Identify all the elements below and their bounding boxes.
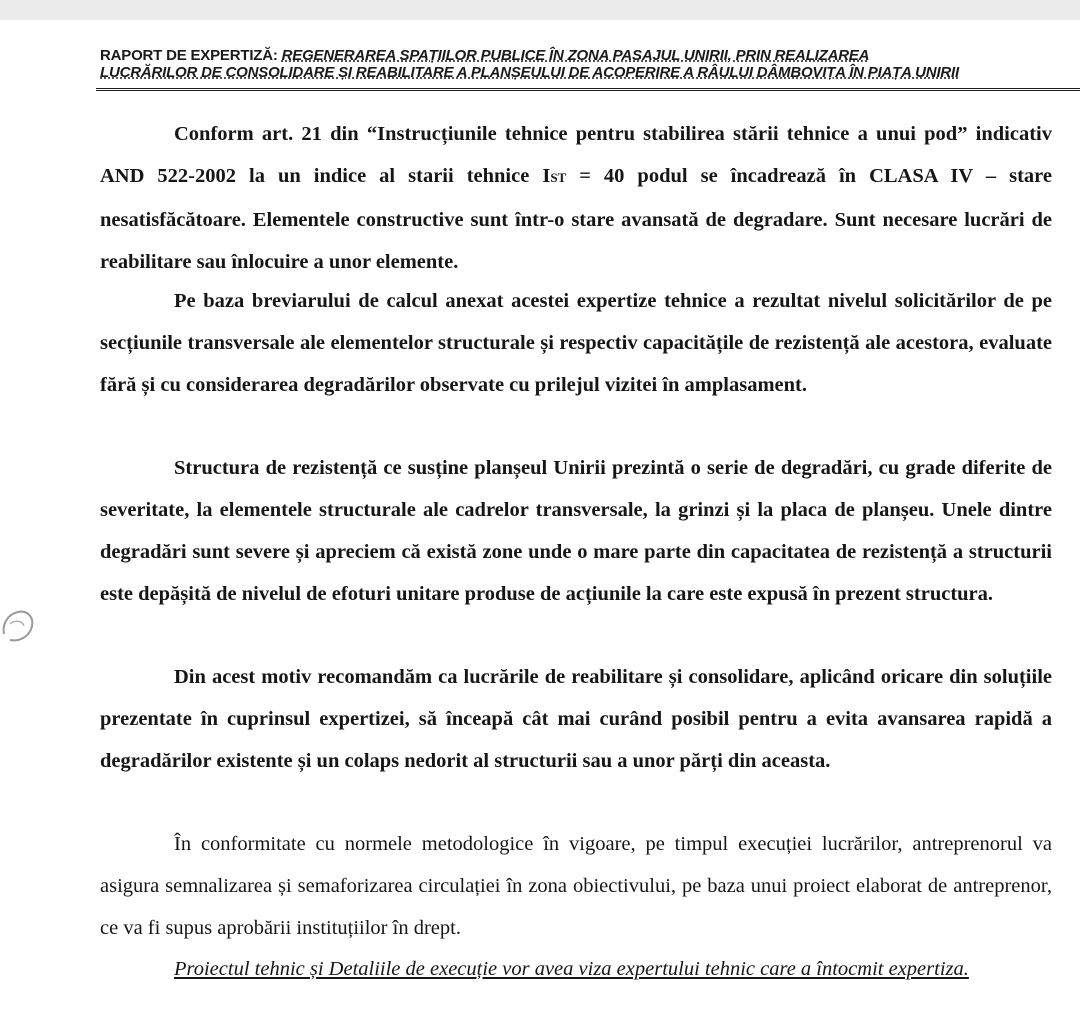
paragraph-6: [100, 948, 1052, 990]
paragraph-5-text: În conformitate cu normele metodologice în vigoare, pe timpul execuției lucrărilor, antreprenorul va asigura semnalizarea și semaforizarea circulației în zona obiectivului, pe baza unui proiect elaborat de antreprenor, ce va fi supus aprobării instituțiilor în drept.: [100, 833, 1052, 939]
paragraph-1-subscript: ST: [550, 170, 567, 185]
top-strip: [0, 0, 1080, 20]
paragraph-3: [100, 447, 1052, 615]
document-header: [100, 47, 1070, 81]
report-title-line-1: REGENERAREA SPAȚIILOR PUBLICE ÎN ZONA PASAJUL UNIRII, PRIN REALIZAREA: [281, 47, 870, 64]
paragraph-2-text: Pe baza breviarului de calcul anexat acestei expertize tehnice a rezultat nivelul solicitărilor de pe secțiunile transversale ale elementelor structurale și respectiv capacitățile de rezistență ale acestora, evaluate fără și cu considerarea degradărilor observate cu prilejul vizitei în amplasament.: [100, 290, 1052, 396]
header-rule: [96, 88, 1080, 91]
paragraph-4: [100, 656, 1052, 782]
report-label: RAPORT DE EXPERTIZĂ:: [100, 47, 278, 64]
paragraph-1-text-a: Conform art. 21 din “Instrucțiunile tehnice pentru stabilirea stării tehnice a unui pod” indicativ AND 522-2002 la un indice al starii tehnice I: [100, 123, 1052, 187]
paragraph-2: [100, 280, 1052, 406]
paragraph-5: [100, 823, 1052, 949]
report-title-line-2: LUCRĂRILOR DE CONSOLIDARE ȘI REABILITARE A PLANȘEULUI DE ACOPERIRE A RÂULUI DÂMBOVIȚA ÎN PIAȚA UNIRII: [100, 64, 959, 81]
paragraph-3-text: Structura de rezistență ce susține planșeul Unirii prezintă o serie de degradări, cu grade diferite de severitate, la elementele structurale ale cadrelor transversale, la grinzi și la placa de planșeu. Unele dintre degradări sunt severe și apreciem că există zone unde o mare parte din capacitatea de rezistență a structurii este depășită de nivelul de efoturi unitare produse de acțiunile la care este expusă în prezent structura.: [100, 457, 1052, 605]
paragraph-6-text: Proiectul tehnic și Detaliile de execuție vor avea viza expertului tehnic care a întocmit expertiza.: [174, 958, 969, 980]
margin-mark-icon: [0, 604, 40, 648]
paragraph-1: [100, 113, 1052, 283]
paragraph-1-text-b: = 40 podul se încadrează în CLASA IV – stare nesatisfăcătoare. Elementele constructive sunt într-o stare avansată de degradare. Sunt necesare lucrări de reabilitare sau înlocuire a unor elemente.: [100, 165, 1052, 273]
paragraph-4-text: Din acest motiv recomandăm ca lucrările de reabilitare și consolidare, aplicând oricare din soluțiile prezentate în cuprinsul expertizei, să înceapă cât mai curând posibil pentru a evita avansarea rapidă a degradărilor existente și un colaps nedorit al structurii sau a unor părți din aceasta.: [100, 666, 1052, 772]
